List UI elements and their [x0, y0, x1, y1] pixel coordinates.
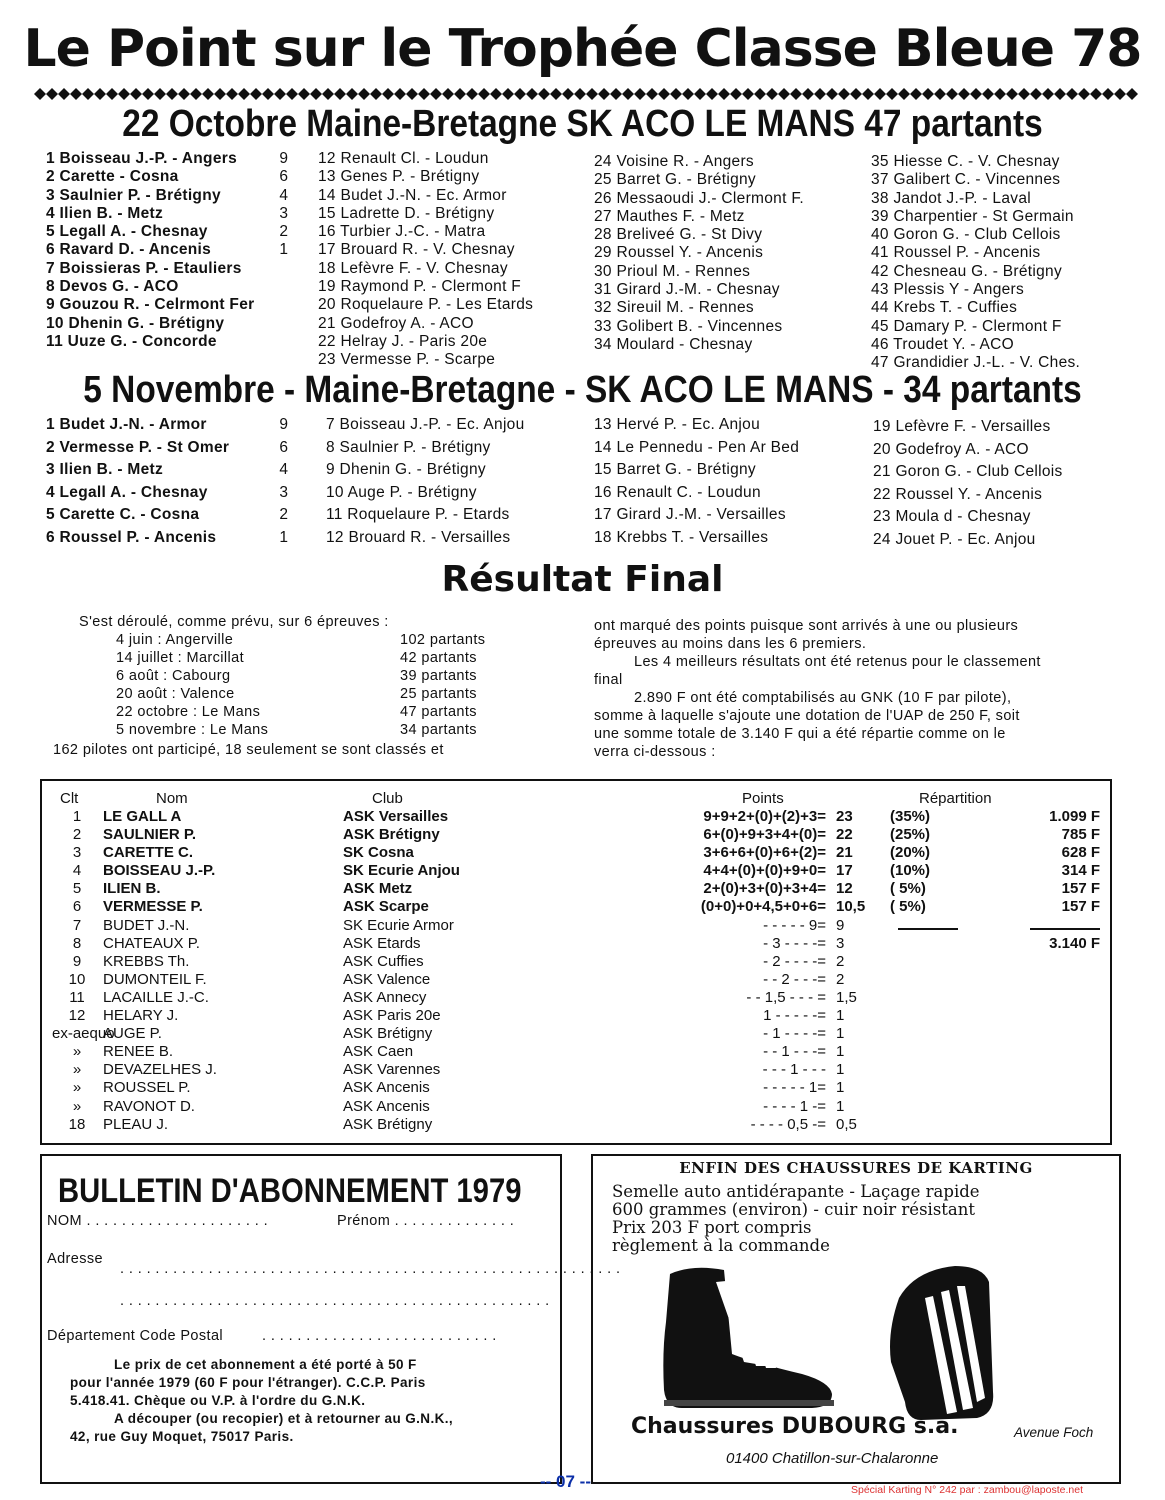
- ad-text: [612, 1183, 980, 1255]
- result-line: 10 Dhenin G. - Brétigny: [46, 314, 225, 332]
- table-cell-total: 2: [836, 952, 845, 970]
- nom-field[interactable]: NOM . . . . . . . . . . . . . . . . . . . . .: [47, 1213, 269, 1229]
- table-cell-total: 1: [836, 1025, 845, 1043]
- table-cell-amount: [990, 989, 1100, 1007]
- adresse-label: Adresse: [47, 1251, 103, 1267]
- ad-line: Prix 203 F port compris: [612, 1218, 812, 1237]
- race2-column-4: [873, 416, 1063, 551]
- result-line: 25 Barret G. - Brétigny: [594, 171, 756, 189]
- race2-column-1: [46, 414, 229, 549]
- result-line: 16 Turbier J.-C. - Matra: [318, 223, 486, 241]
- result-line: 7 Boissieras P. - Etauliers: [46, 259, 242, 277]
- table-cell-clt: 5: [72, 880, 82, 898]
- table-cell-clt: »: [72, 1079, 82, 1097]
- ad-title: ENFIN DES CHAUSSURES DE KARTING: [679, 1159, 1033, 1177]
- table-cell-club: ASK Caen: [343, 1043, 414, 1061]
- table-cell-pct: [890, 989, 930, 1007]
- event-count: 25 partants: [400, 686, 477, 702]
- bulletin-line: pour l'année 1979 (60 F pour l'étranger). C.C.P. Paris: [70, 1375, 426, 1390]
- ad-street: Avenue Foch: [1014, 1425, 1094, 1440]
- table-cell-nom: RENEE B.: [103, 1043, 174, 1061]
- table-cell-pct: [890, 935, 930, 953]
- result-line: 19 Raymond P. - Clermont F: [318, 278, 522, 296]
- table-cell-pct: [890, 953, 930, 971]
- result-line: 42 Chesneau G. - Brétigny: [871, 262, 1063, 280]
- result-line: 3 Saulnier P. - Brétigny: [46, 186, 221, 204]
- table-cell-pct: [890, 1007, 930, 1025]
- result-line: 12 Renault Cl. - Loudun: [318, 150, 489, 167]
- result-line: 32 Sireuil M. - Rennes: [594, 299, 754, 317]
- result-line: 43 Plessis Y - Angers: [871, 281, 1025, 299]
- result-line: 44 Krebs T. - Cuffies: [871, 299, 1018, 317]
- column-percentage: [890, 808, 930, 1134]
- result-line: 13 Hervé P. - Ec. Anjou: [594, 416, 761, 433]
- table-cell-club: ASK Varennes: [343, 1061, 441, 1079]
- result-line: 22 Roussel Y. - Ancenis: [873, 485, 1043, 503]
- race2-column-2: [326, 414, 525, 549]
- table-cell-detail: 1 - - - - -=: [763, 1007, 826, 1025]
- event-date: 5 novembre : Le Mans: [116, 722, 269, 738]
- table-cell-amount: [990, 1007, 1100, 1025]
- table-cell-detail: (0+0)+0+4,5+0+6=: [700, 898, 826, 916]
- event-row: [116, 703, 516, 721]
- table-cell-nom: SAULNIER P.: [103, 826, 197, 844]
- result-line: 10 Auge P. - Brétigny: [326, 483, 477, 501]
- table-cell-pct: ( 5%): [890, 880, 926, 898]
- result-line: 47 Grandidier J.-L. - V. Ches.: [871, 354, 1081, 372]
- result-line: 13 Genes P. - Brétigny: [318, 168, 480, 186]
- result-line: 41 Roussel P. - Ancenis: [871, 244, 1041, 262]
- result-line: 6 Ravard D. - Ancenis: [46, 241, 212, 259]
- table-cell-pct: [890, 1079, 930, 1097]
- header-club: Club: [372, 790, 403, 807]
- event-row: [116, 721, 516, 739]
- bulletin-line: 42, rue Guy Moquet, 75017 Paris.: [70, 1429, 294, 1444]
- result-line: 33 Golibert B. - Vincennes: [594, 317, 783, 335]
- result-line: 22 Helray J. - Paris 20e: [318, 332, 488, 350]
- result-line: 5 Legall A. - Chesnay: [46, 223, 208, 241]
- table-cell-amount: 628 F: [1061, 844, 1100, 862]
- table-cell-club: ASK Metz: [343, 880, 413, 898]
- ad-line: règlement à la commande: [612, 1236, 830, 1255]
- left-shoe-icon: [652, 1262, 842, 1412]
- table-cell-nom: HELARY J.: [103, 1007, 179, 1025]
- table-cell-total: 1: [836, 1007, 845, 1025]
- points-value: 3: [279, 204, 288, 222]
- table-cell-total: 12: [836, 880, 853, 898]
- ad-line: Semelle auto antidérapante - Laçage rapide: [612, 1182, 980, 1201]
- table-cell-detail: - 1 - - - -=: [763, 1025, 826, 1043]
- points-value: 9: [279, 150, 288, 167]
- bulletin-line: A découper (ou recopier) et à retourner au G.N.K.,: [114, 1411, 454, 1426]
- table-cell-detail: - - - - 1 -=: [763, 1097, 826, 1115]
- decorative-diamond-border: [34, 86, 1132, 102]
- result-line: 8 Devos G. - ACO: [46, 278, 179, 296]
- table-cell-total: 1: [836, 1043, 845, 1061]
- race2-column-3: [594, 414, 799, 549]
- result-line: 45 Damary P. - Clermont F: [871, 317, 1062, 335]
- table-cell-nom: ILIEN B.: [103, 880, 161, 898]
- table-cell-detail: - - - 1 - - -: [762, 1061, 826, 1079]
- table-cell-detail: - 3 - - - -=: [763, 934, 826, 952]
- race2-points: [268, 414, 288, 549]
- table-cell-clt: 18: [68, 1115, 86, 1133]
- table-cell-total: 9: [836, 916, 845, 934]
- result-line: 5 Carette C. - Cosna: [46, 506, 200, 523]
- result-line: 9 Gouzou R. - Celrmont Fer: [46, 296, 255, 314]
- table-cell-clt: 6: [72, 898, 82, 916]
- table-cell-amount: 1.099 F: [1049, 808, 1100, 825]
- table-cell-pct: [890, 1025, 930, 1043]
- table-cell-detail: 3+6+6+(0)+6+(2)=: [703, 844, 826, 862]
- events-list: [116, 631, 516, 739]
- result-line: 30 Prioul M. - Rennes: [594, 262, 751, 280]
- table-cell-clt: 12: [68, 1007, 86, 1025]
- table-cell-pct: [890, 1061, 930, 1079]
- race1-points: [268, 150, 288, 260]
- page-title: Le Point sur le Trophée Classe Bleue 78: [23, 19, 1142, 79]
- table-cell-detail: - - - - 0,5 -=: [750, 1115, 826, 1133]
- result-line: 11 Uuze G. - Concorde: [46, 332, 217, 350]
- table-cell-clt: 4: [72, 862, 82, 880]
- paragraph-line: final: [594, 672, 623, 688]
- table-cell-clt: »: [72, 1043, 82, 1061]
- table-cell-detail: 9+9+2+(0)+(2)+3=: [703, 808, 826, 825]
- result-line: 29 Roussel Y. - Ancenis: [594, 244, 764, 262]
- result-line: 9 Dhenin G. - Brétigny: [326, 461, 486, 478]
- adresse-field-2[interactable]: . . . . . . . . . . . . . . . . . . . . . . . . . . . . . . . . . . . . . . . . . . . . . . . . .: [120, 1293, 550, 1309]
- table-cell-detail: 4+4+(0)+(0)+9+0=: [703, 862, 826, 880]
- column-amount: [990, 808, 1100, 1134]
- race1-column-3: [594, 153, 804, 354]
- ad-city: 01400 Chatillon-sur-Chalaronne: [726, 1450, 939, 1467]
- separator-line: [898, 928, 958, 930]
- table-cell-club: SK Cosna: [343, 844, 414, 862]
- result-line: 14 Budet J.-N. - Ec. Armor: [318, 186, 507, 204]
- points-value: 3: [279, 483, 288, 501]
- table-cell-nom: AUGE P.: [103, 1025, 162, 1043]
- bulletin-text: [70, 1356, 548, 1446]
- result-line: 3 Ilien B. - Metz: [46, 461, 164, 478]
- result-line: 23 Vermesse P. - Scarpe: [318, 351, 496, 369]
- event-count: 47 partants: [400, 704, 477, 720]
- table-cell-nom: LE GALL A: [103, 808, 182, 825]
- table-cell-amount: 3.140 F: [1049, 934, 1100, 952]
- result-line: 27 Mauthes F. - Metz: [594, 207, 745, 225]
- result-line: 46 Troudet Y. - ACO: [871, 335, 1014, 353]
- result-line: 21 Godefroy A. - ACO: [318, 314, 474, 332]
- result-line: 40 Goron G. - Club Cellois: [871, 226, 1061, 244]
- column-club: [343, 808, 460, 1134]
- points-value: 4: [279, 186, 288, 204]
- result-line: 11 Roquelaure P. - Etards: [326, 506, 510, 523]
- table-cell-clt: 11: [69, 988, 85, 1006]
- paragraph-line: 2.890 F ont été comptabilisés au GNK (10 F par pilote),: [634, 690, 1012, 706]
- table-cell-pct: [890, 917, 930, 935]
- table-cell-clt: 7: [72, 916, 82, 934]
- final-intro: S'est déroulé, comme prévu, sur 6 épreuves :: [79, 614, 389, 630]
- table-cell-pct: (20%): [890, 844, 931, 862]
- result-line: 1 Boisseau J.-P. - Angers: [46, 150, 237, 167]
- column-nom: [103, 808, 217, 1134]
- ad-line: 600 grammes (environ) - cuir noir résistant: [612, 1200, 976, 1219]
- table-cell-detail: 2+(0)+3+(0)+3+4=: [703, 880, 826, 898]
- table-cell-club: ASK Annecy: [343, 988, 427, 1006]
- result-line: 4 Legall A. - Chesnay: [46, 483, 208, 501]
- table-cell-club: ASK Cuffies: [343, 952, 424, 970]
- table-cell-nom: BOISSEAU J.-P.: [103, 862, 216, 880]
- table-cell-total: 0,5: [836, 1115, 857, 1133]
- table-cell-nom: DUMONTEIL F.: [103, 970, 207, 988]
- result-line: 8 Saulnier P. - Brétigny: [326, 438, 491, 456]
- table-cell-total: 22: [836, 826, 853, 844]
- result-line: 19 Lefèvre F. - Versailles: [873, 418, 1051, 435]
- table-cell-total: 3: [836, 934, 845, 952]
- table-cell-nom: ROUSSEL P.: [103, 1079, 191, 1097]
- bulletin-line: Le prix de cet abonnement a été porté à 50 F: [114, 1357, 417, 1372]
- table-cell-pct: (35%): [890, 808, 931, 825]
- table-cell-nom: DEVAZELHES J.: [103, 1061, 217, 1079]
- paragraph-line: verra ci-dessous :: [594, 744, 716, 760]
- table-cell-amount: [990, 1116, 1100, 1134]
- result-line: 34 Moulard - Chesnay: [594, 335, 753, 353]
- result-line: 37 Galibert C. - Vincennes: [871, 171, 1061, 189]
- column-clt: [52, 808, 115, 1134]
- departement-label: Département Code Postal: [47, 1328, 224, 1344]
- event-row: [116, 685, 516, 703]
- points-value: 9: [279, 416, 288, 433]
- result-line: 2 Carette - Cosna: [46, 168, 179, 186]
- header-repartition: Répartition: [919, 790, 992, 807]
- table-cell-club: ASK Ancenis: [343, 1097, 430, 1115]
- event-row: [116, 667, 516, 685]
- result-line: 20 Godefroy A. - ACO: [873, 440, 1029, 458]
- result-line: 23 Moula d - Chesnay: [873, 508, 1031, 525]
- table-cell-amount: [990, 953, 1100, 971]
- table-cell-clt: 1: [72, 808, 82, 825]
- table-cell-total: 17: [836, 862, 853, 880]
- table-cell-nom: KREBBS Th.: [103, 952, 190, 970]
- event-date: 4 juin : Angerville: [116, 632, 234, 648]
- prenom-field[interactable]: Prénom . . . . . . . . . . . . . .: [337, 1213, 515, 1229]
- table-cell-pct: ( 5%): [890, 898, 926, 916]
- result-line: 1 Budet J.-N. - Armor: [46, 416, 207, 433]
- result-line: 17 Brouard R. - V. Chesnay: [318, 241, 515, 259]
- race1-title: 22 Octobre Maine-Bretagne SK ACO LE MANS 47 partants: [122, 103, 1043, 145]
- table-cell-nom: PLEAU J.: [103, 1115, 169, 1133]
- result-line: 16 Renault C. - Loudun: [594, 483, 761, 501]
- event-date: 6 août : Cabourg: [116, 668, 231, 684]
- table-cell-amount: 785 F: [1061, 826, 1100, 844]
- result-line: 2 Vermesse P. - St Omer: [46, 438, 230, 456]
- result-line: 26 Messaoudi J.- Clermont F.: [594, 189, 804, 207]
- table-cell-detail: - - - - - 1=: [763, 1079, 826, 1097]
- adresse-field-1[interactable]: . . . . . . . . . . . . . . . . . . . . . . . . . . . . . . . . . . . . . . . . . . . . . . . . . . . . . . . . .: [120, 1261, 621, 1277]
- points-value: 2: [279, 506, 288, 523]
- race2-title: 5 Novembre - Maine-Bretagne - SK ACO LE MANS - 34 partants: [83, 369, 1082, 411]
- event-count: 102 partants: [400, 632, 486, 648]
- table-cell-detail: - - - - - 9=: [763, 916, 826, 934]
- total-line: [1030, 928, 1100, 930]
- ad-company: Chaussures DUBOURG s.a.: [631, 1414, 959, 1439]
- table-cell-detail: - 2 - - - -=: [763, 952, 826, 970]
- final-right-text: [594, 617, 1124, 761]
- column-points-total: [836, 808, 865, 1134]
- table-cell-clt: 8: [72, 934, 82, 952]
- points-value: 1: [279, 241, 288, 259]
- table-cell-amount: [990, 971, 1100, 989]
- footer-credit: Spécial Karting N° 242 par : zambou@laposte.net: [851, 1484, 1083, 1496]
- table-cell-club: ASK Brétigny: [343, 1115, 433, 1133]
- event-count: 39 partants: [400, 668, 477, 684]
- table-cell-amount: [990, 1025, 1100, 1043]
- table-cell-amount: [990, 1079, 1100, 1097]
- result-line: 7 Boisseau J.-P. - Ec. Anjou: [326, 416, 525, 433]
- table-cell-nom: BUDET J.-N.: [103, 916, 190, 934]
- table-cell-nom: CHATEAUX P.: [103, 934, 200, 952]
- header-clt: Clt: [60, 790, 79, 807]
- column-points-detail: [560, 808, 826, 1134]
- result-line: 38 Jandot J.-P. - Laval: [871, 189, 1031, 207]
- result-line: 28 Breliveé G. - St Divy: [594, 226, 763, 244]
- table-cell-clt: »: [72, 1097, 82, 1115]
- table-cell-amount: [990, 1098, 1100, 1116]
- table-cell-clt: »: [72, 1061, 82, 1079]
- points-value: 1: [279, 528, 288, 546]
- points-value: 4: [279, 461, 288, 478]
- event-count: 42 partants: [400, 650, 477, 666]
- result-line: 21 Goron G. - Club Cellois: [873, 463, 1063, 480]
- table-cell-club: ASK Scarpe: [343, 898, 429, 916]
- result-line: 15 Barret G. - Brétigny: [594, 461, 756, 478]
- result-line: 18 Krebbs T. - Versailles: [594, 528, 769, 546]
- page-number: -- 07 --: [540, 1472, 591, 1491]
- table-cell-clt: ex-aequo: [52, 1025, 115, 1043]
- paragraph-line: ont marqué des points puisque sont arrivés à une ou plusieurs: [594, 618, 1019, 634]
- table-cell-club: ASK Brétigny: [343, 826, 440, 844]
- table-cell-pct: [890, 1043, 930, 1061]
- table-cell-nom: CARETTE C.: [103, 844, 193, 862]
- table-cell-amount: 314 F: [1061, 862, 1100, 880]
- result-line: 20 Roquelaure P. - Les Etards: [318, 296, 534, 314]
- table-cell-pct: [890, 971, 930, 989]
- table-cell-total: 1: [836, 1061, 845, 1079]
- result-line: 12 Brouard R. - Versailles: [326, 528, 511, 546]
- table-cell-total: 1: [836, 1079, 845, 1097]
- right-shoe-icon: [885, 1262, 1000, 1424]
- result-line: 39 Charpentier - St Germain: [871, 207, 1074, 225]
- points-value: 6: [279, 168, 288, 186]
- bulletin-line: 5.418.41. Chèque ou V.P. à l'ordre du G.N.K.: [70, 1393, 366, 1408]
- result-line: 18 Lefèvre F. - V. Chesnay: [318, 259, 508, 277]
- table-cell-total: 21: [836, 844, 853, 862]
- table-cell-club: SK Ecurie Armor: [343, 916, 454, 934]
- points-value: 2: [279, 223, 288, 241]
- final-left-last: 162 pilotes ont participé, 18 seulement se sont classés et: [53, 742, 444, 758]
- event-row: [116, 649, 516, 667]
- points-value: 6: [279, 438, 288, 456]
- table-cell-detail: - - 1,5 - - - =: [746, 988, 826, 1006]
- table-cell-pct: [890, 1116, 930, 1134]
- table-cell-nom: VERMESSE P.: [103, 898, 203, 916]
- table-cell-detail: - - 1 - - -=: [763, 1043, 826, 1061]
- table-cell-pct: (25%): [890, 826, 931, 844]
- result-line: 15 Ladrette D. - Brétigny: [318, 204, 495, 222]
- result-line: 6 Roussel P. - Ancenis: [46, 528, 217, 546]
- result-line: 4 Ilien B. - Metz: [46, 204, 164, 222]
- table-cell-amount: [990, 917, 1100, 935]
- result-line: 31 Girard J.-M. - Chesnay: [594, 281, 780, 299]
- table-cell-amount: [990, 1061, 1100, 1079]
- table-cell-club: ASK Ancenis: [343, 1079, 430, 1097]
- table-cell-detail: - - 2 - - -=: [763, 970, 826, 988]
- result-line: 17 Girard J.-M. - Versailles: [594, 506, 786, 523]
- paragraph-line: Les 4 meilleurs résultats ont été retenus pour le classement: [634, 654, 1041, 670]
- table-cell-clt: 10: [68, 970, 86, 988]
- table-cell-nom: LACAILLE J.-C.: [103, 988, 209, 1006]
- race1-column-1: [46, 150, 254, 351]
- table-cell-total: 23: [836, 808, 853, 825]
- table-cell-clt: 3: [72, 844, 82, 862]
- result-line: 24 Voisine R. - Angers: [594, 153, 754, 170]
- final-title: Résultat Final: [441, 559, 724, 600]
- table-cell-nom: RAVONOT D.: [103, 1097, 195, 1115]
- paragraph-line: somme à laquelle s'ajoute une dotation de l'UAP de 250 F, soit: [594, 708, 1020, 724]
- race1-column-2: [318, 150, 533, 370]
- table-cell-club: ASK Paris 20e: [343, 1007, 441, 1025]
- event-date: 20 août : Valence: [116, 686, 235, 702]
- event-count: 34 partants: [400, 722, 477, 738]
- header-points: Points: [742, 790, 784, 807]
- table-cell-total: 10,5: [836, 898, 866, 916]
- event-date: 22 octobre : Le Mans: [116, 704, 261, 720]
- event-date: 14 juillet : Marcillat: [116, 650, 245, 666]
- table-cell-amount: 157 F: [1061, 898, 1100, 916]
- result-line: 14 Le Pennedu - Pen Ar Bed: [594, 438, 800, 456]
- table-cell-clt: 2: [72, 826, 82, 844]
- table-cell-clt: 9: [72, 952, 82, 970]
- table-cell-total: 2: [836, 970, 845, 988]
- table-cell-total: 1,5: [836, 988, 857, 1006]
- table-cell-club: ASK Valence: [343, 970, 431, 988]
- table-cell-club: ASK Etards: [343, 934, 421, 952]
- table-cell-amount: [990, 1043, 1100, 1061]
- departement-field[interactable]: . . . . . . . . . . . . . . . . . . . . . . . . . . .: [262, 1328, 497, 1344]
- result-line: 24 Jouet P. - Ec. Anjou: [873, 530, 1036, 548]
- bulletin-title: BULLETIN D'ABONNEMENT 1979: [58, 1172, 522, 1210]
- table-cell-amount: 157 F: [1061, 880, 1100, 898]
- table-cell-club: SK Ecurie Anjou: [343, 862, 460, 880]
- result-line: 35 Hiesse C. - V. Chesnay: [871, 153, 1060, 170]
- paragraph-line: une somme totale de 3.140 F qui a été répartie comme on le: [594, 726, 1006, 742]
- table-cell-club: ASK Versailles: [343, 808, 449, 825]
- table-cell-pct: [890, 1098, 930, 1116]
- table-cell-pct: (10%): [890, 862, 931, 880]
- table-cell-detail: 6+(0)+9+3+4+(0)=: [703, 826, 826, 844]
- race1-column-4: [871, 153, 1080, 373]
- paragraph-line: épreuves au moins dans les 6 premiers.: [594, 636, 867, 652]
- table-cell-club: ASK Brétigny: [343, 1025, 433, 1043]
- table-cell-total: 1: [836, 1097, 845, 1115]
- event-row: [116, 631, 516, 649]
- header-nom: Nom: [156, 790, 188, 807]
